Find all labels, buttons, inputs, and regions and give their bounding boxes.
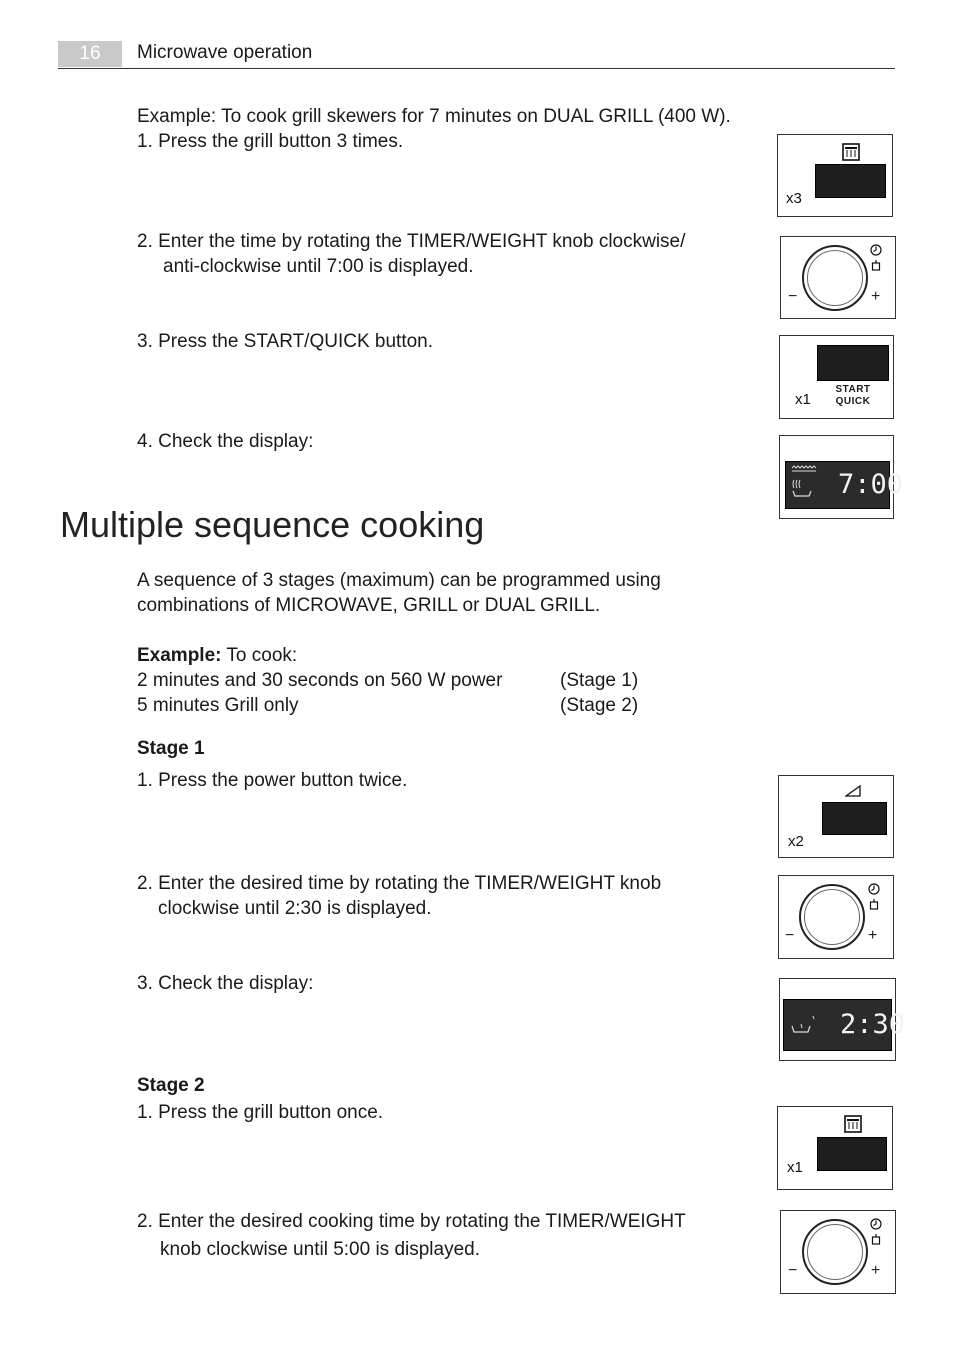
plus-icon: +: [871, 288, 881, 305]
microwave-indicator-icon: [790, 1014, 816, 1036]
figure-timer-weight-knob-3: [780, 1210, 896, 1294]
minus-icon: −: [788, 288, 798, 305]
page-number: 16: [58, 41, 122, 67]
grill-button[interactable]: [815, 164, 886, 198]
stage2-step-1: 1. Press the grill button once.: [137, 1102, 384, 1123]
intro-line-1: A sequence of 3 stages (maximum) can be programmed using: [137, 570, 661, 591]
section-title: Microwave operation: [137, 42, 313, 63]
press-count-label: x3: [786, 190, 802, 207]
press-count-label: x1: [795, 391, 811, 408]
example2-text: To cook:: [221, 645, 298, 666]
minus-icon: −: [788, 1262, 798, 1279]
figure-power-button-x2: [778, 775, 894, 858]
figure-grill-button-x1: [777, 1106, 893, 1190]
stage1-step-2-cont: clockwise until 2:30 is displayed.: [158, 898, 432, 919]
timer-weight-knob[interactable]: [802, 245, 868, 311]
dual-grill-indicator-icon: [790, 465, 822, 499]
page-heading: Multiple sequence cooking: [60, 504, 485, 545]
grill-icon: [844, 1115, 862, 1133]
intro-line-2: combinations of MICROWAVE, GRILL or DUAL GRILL.: [137, 595, 601, 616]
timer-weight-knob[interactable]: [799, 884, 865, 950]
power-button[interactable]: [822, 802, 887, 835]
figure-display-230: [779, 978, 906, 1061]
example2-row-1-stage: (Stage 1): [560, 670, 639, 691]
example1-label: Example:: [137, 106, 217, 127]
stage2-step-2: 2. Enter the desired cooking time by rotating the TIMER/WEIGHT: [137, 1211, 686, 1232]
plus-icon: +: [868, 927, 878, 944]
example2-row-2-what: 5 minutes Grill only: [137, 695, 299, 716]
example1-step-2: 2. Enter the time by rotating the TIMER/WEIGHT knob clockwise/: [137, 231, 686, 252]
weight-icon: [871, 259, 881, 271]
start-quick-button[interactable]: [817, 345, 889, 381]
grill-button[interactable]: [817, 1137, 887, 1171]
example1-text: To cook grill skewers for 7 minutes on DUAL GRILL (400 W).: [216, 106, 731, 127]
figure-timer-weight-knob-2: [778, 875, 894, 959]
example1-step-2-cont: anti-clockwise until 7:00 is displayed.: [163, 256, 474, 277]
clock-icon: [870, 1218, 882, 1230]
example1-step-3: 3. Press the START/QUICK button.: [137, 331, 434, 352]
weight-icon: [869, 898, 879, 910]
clock-icon: [868, 883, 880, 895]
lcd-display: [783, 999, 906, 1051]
power-level-icon: [845, 785, 861, 797]
figure-timer-weight-knob-1: [780, 236, 896, 319]
example2-label: Example:: [137, 645, 222, 666]
clock-icon: [870, 244, 882, 256]
example1-step-4: 4. Check the display:: [137, 431, 314, 452]
timer-weight-knob[interactable]: [802, 1219, 868, 1285]
start-quick-label: START QUICK: [835, 384, 871, 407]
example1-step-1: 1. Press the grill button 3 times.: [137, 131, 404, 152]
example2-row-2-stage: (Stage 2): [560, 695, 639, 716]
lcd-display: [785, 461, 904, 509]
time-readout: 2:30: [840, 1009, 906, 1040]
example2-line: [137, 643, 297, 668]
example1-line: [137, 104, 731, 129]
stage2-title: Stage 2: [137, 1075, 205, 1096]
plus-icon: +: [871, 1262, 881, 1279]
figure-grill-button-x3: [777, 134, 893, 217]
example2-row-1-what: 2 minutes and 30 seconds on 560 W power: [137, 670, 503, 691]
time-readout: 7:00: [838, 469, 904, 500]
minus-icon: −: [785, 927, 795, 944]
figure-start-quick-button: [779, 335, 894, 419]
weight-icon: [871, 1233, 881, 1245]
stage1-step-2: 2. Enter the desired time by rotating the TIMER/WEIGHT knob: [137, 873, 662, 894]
press-count-label: x2: [788, 833, 804, 850]
grill-icon: [842, 143, 860, 161]
press-count-label: x1: [787, 1159, 803, 1176]
stage1-title: Stage 1: [137, 738, 205, 759]
header-divider: [58, 68, 895, 69]
stage1-step-3: 3. Check the display:: [137, 973, 314, 994]
stage2-step-2-cont: knob clockwise until 5:00 is displayed.: [160, 1239, 481, 1260]
stage1-step-1: 1. Press the power button twice.: [137, 770, 408, 791]
figure-display-700: [779, 435, 904, 519]
